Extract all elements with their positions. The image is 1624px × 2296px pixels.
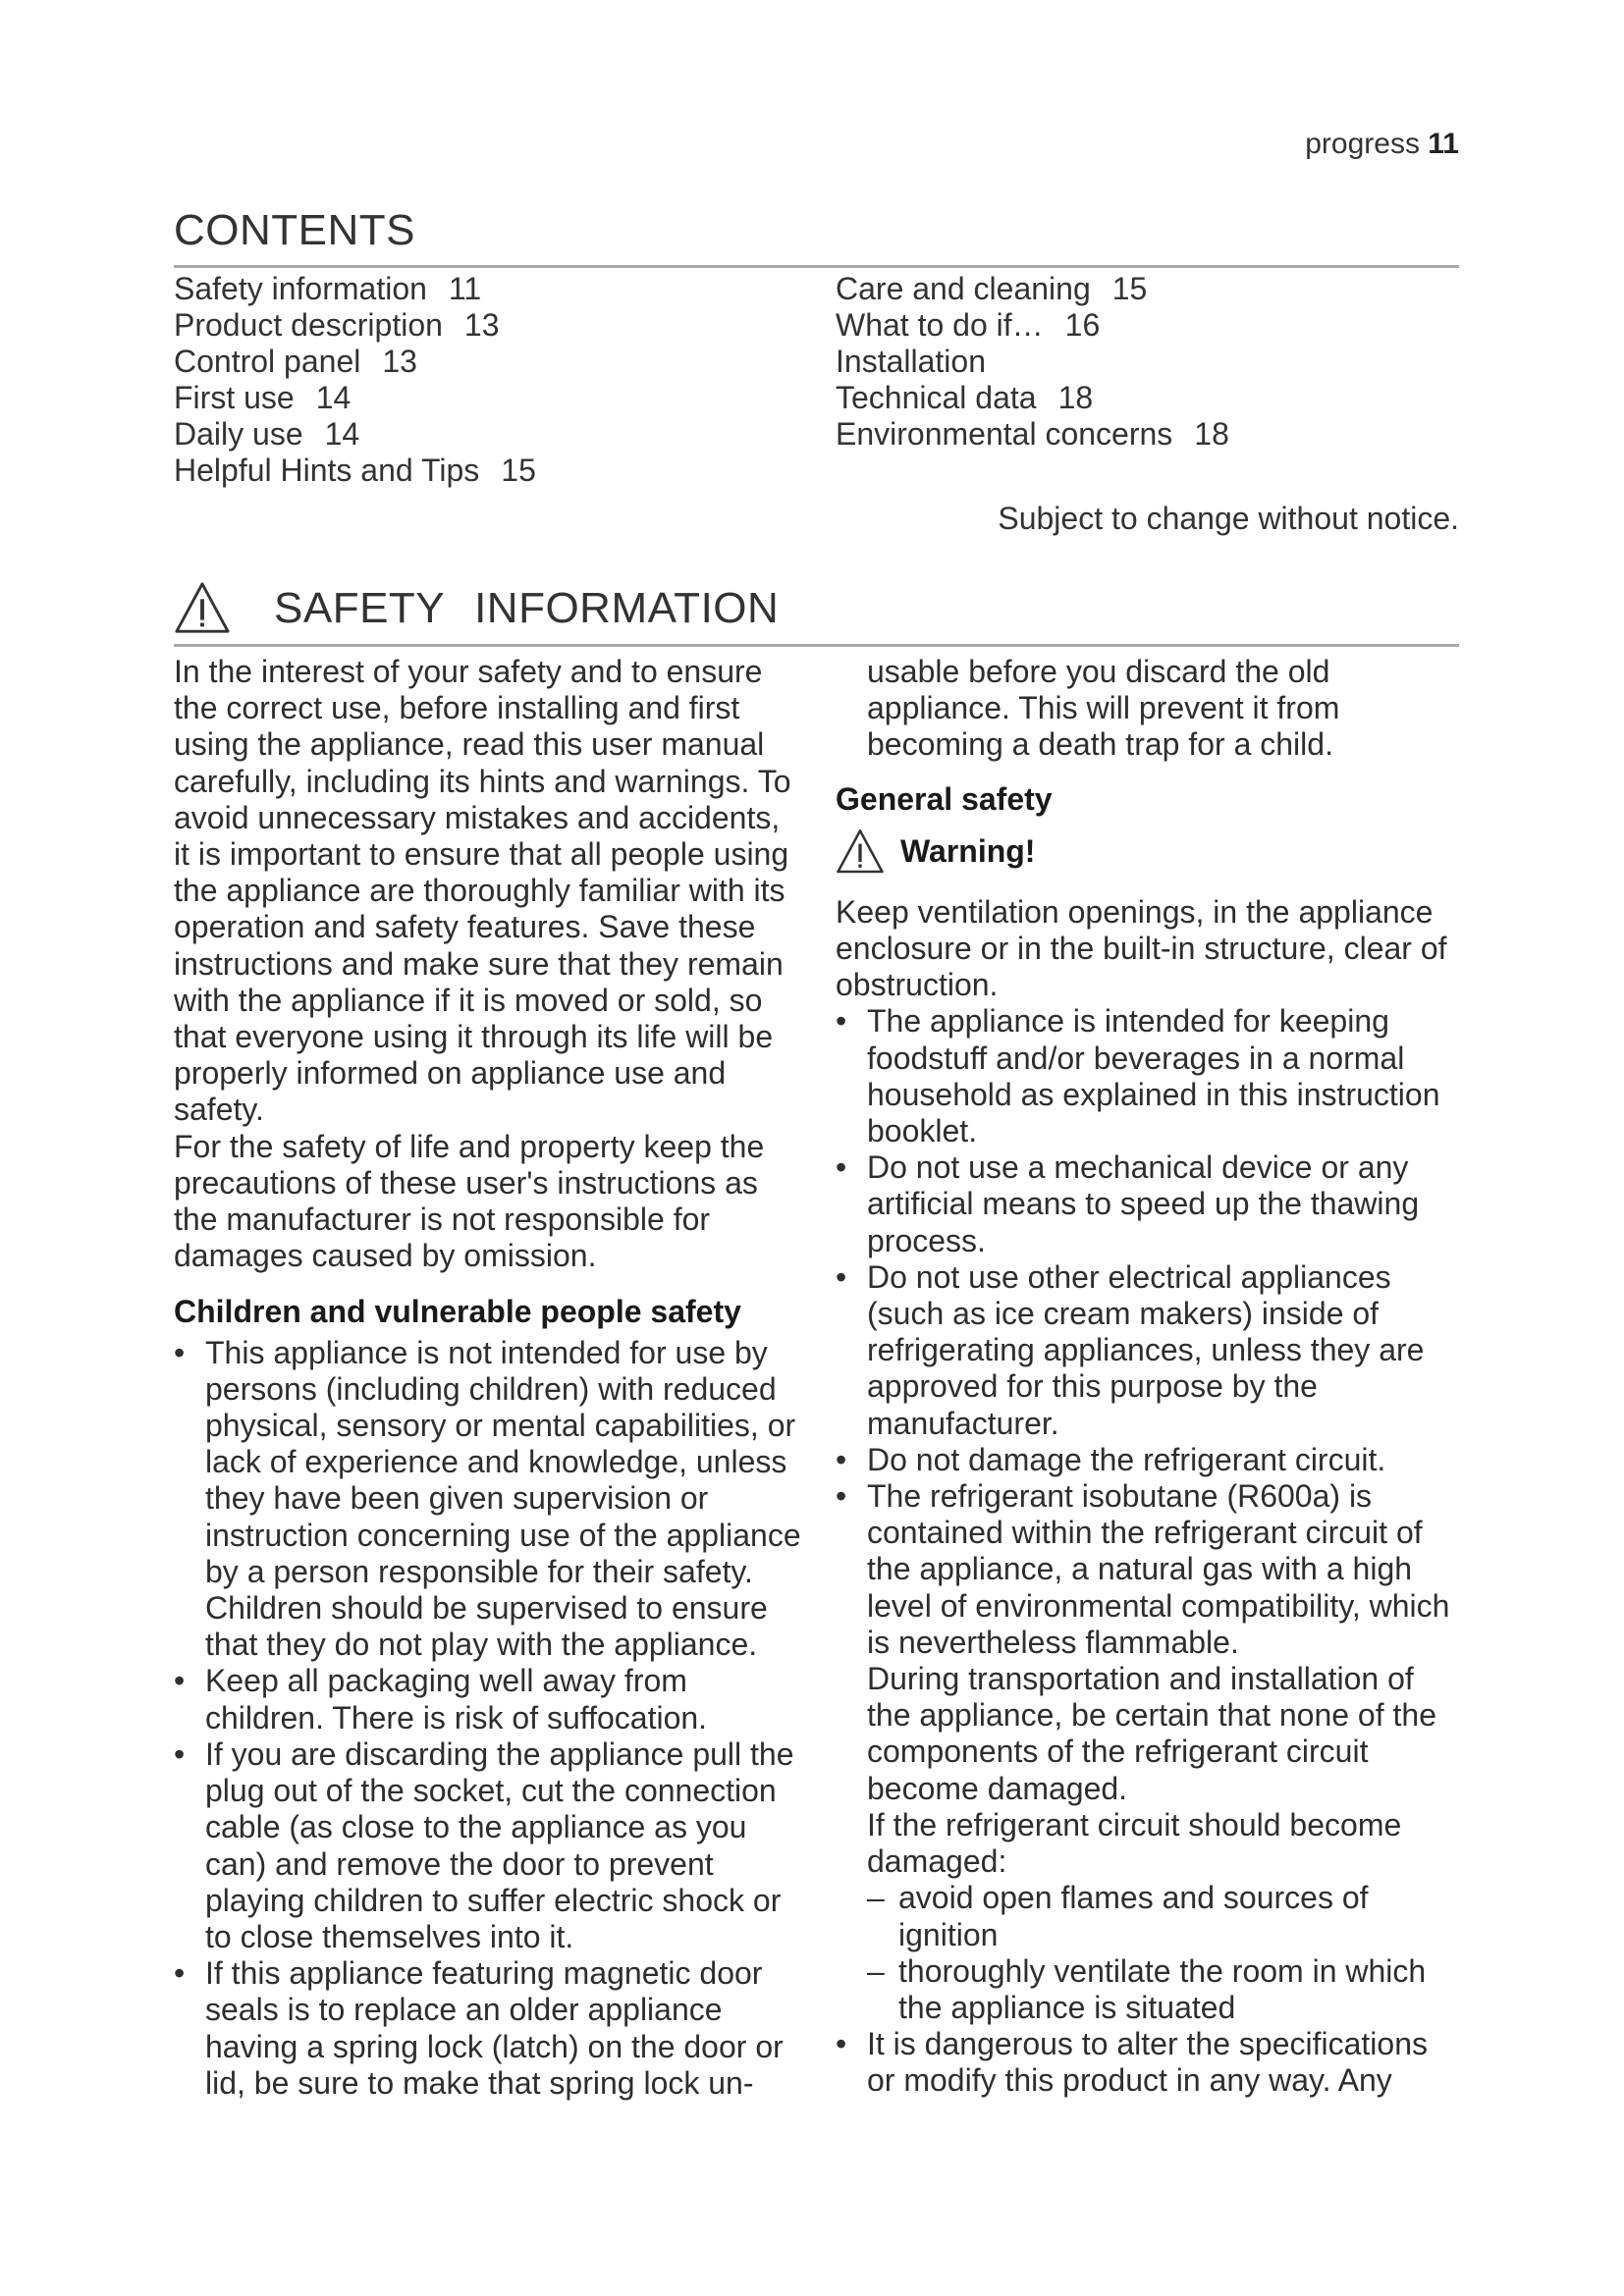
toc-entry: Environmental concerns 18 xyxy=(836,416,1229,452)
list-item-continuation: During transportation and installation of the appliance, be certain that none of the components of the refrigerant circuit become damaged. xyxy=(867,1661,1436,1806)
dash-item: – thoroughly ventilate the room in which the appliance is situated xyxy=(836,1953,1464,2026)
change-notice: Subject to change without notice. xyxy=(998,501,1459,536)
toc-entry: Control panel 13 xyxy=(174,344,417,379)
brand-label: progress xyxy=(1305,128,1420,160)
safety-heading xyxy=(174,574,779,643)
safety-divider xyxy=(174,644,1459,647)
list-item: • If you are discarding the appliance pull the plug out of the socket, cut the connection cable (as close to the appliance as you can) and remove the door to prevent playing children to suffer electric shock or to close themselves into it. xyxy=(174,1736,802,1955)
general-safety-heading: General safety xyxy=(836,780,1053,817)
toc-entry: Helpful Hints and Tips 15 xyxy=(174,453,536,488)
dash-item: – avoid open flames and sources of ignition xyxy=(836,1880,1464,1952)
left-text-column xyxy=(174,654,802,2102)
children-safety-heading: Children and vulnerable people safety xyxy=(174,1294,741,1330)
list-item-continuation: If the refrigerant circuit should become damaged: xyxy=(867,1806,1402,1880)
toc-right-column xyxy=(836,271,1229,453)
warning-triangle-icon xyxy=(836,828,885,877)
toc-entry: First use 14 xyxy=(174,380,352,415)
right-text-column xyxy=(836,654,1464,2100)
toc-entry: Product description 13 xyxy=(174,307,500,343)
list-item: • Keep all packaging well away from children. There is risk of suffocation. xyxy=(174,1663,802,1735)
warning-label: Warning! xyxy=(900,833,1036,870)
toc-entry: Technical data 18 xyxy=(836,380,1094,415)
toc-entry: Installation xyxy=(836,344,986,379)
list-item: • Do not damage the refrigerant circuit. xyxy=(836,1442,1464,1478)
list-item: • If this appliance featuring magnetic door seals is to replace an older appliance having a spring lock (latch) on the door or lid, be sure to make that spring lock un- xyxy=(174,1955,802,2102)
list-item: • Do not use a mechanical device or any artificial means to speed up the thawing process. xyxy=(836,1149,1464,1259)
list-item: • Do not use other electrical appliances (such as ice cream makers) inside of refrigerating appliances, unless they are approved for this purpose by the manufacturer. xyxy=(836,1259,1464,1442)
contents-title: CONTENTS xyxy=(174,206,415,254)
list-item: • The refrigerant isobutane (R600a) is contained within the refrigerant circuit of the appliance, a natural gas with a high level of environmental compatibility, which is nevertheless flammable. xyxy=(836,1478,1464,1661)
list-item: • The appliance is intended for keeping foodstuff and/or beverages in a normal household as explained in this instruction booklet. xyxy=(836,1003,1464,1149)
list-item: • This appliance is not intended for use by persons (including children) with reduced physical, sensory or mental capabilities, or lack of experience and knowledge, unless they have been given supervision or instruction concerning use of the appliance by a person responsible for their safety. xyxy=(174,1335,802,1590)
warning-triangle-icon xyxy=(174,580,231,637)
toc-entry: Daily use 14 xyxy=(174,416,360,452)
page-number: 11 xyxy=(1428,128,1459,160)
intro-paragraph: In the interest of your safety and to ensure the correct use, before installing and first using the appliance, read this user manual carefully, including its hints and warnings. To avoid unnecessary mistakes and accidents, it is important to ensure that all people using the appliance are thoroughly familiar with its operation and safety features. Save these instructions and make sure that they remain with the appliance if it is moved or sold, so that everyone using it through its life will be properly informed on appliance use and safety. xyxy=(174,654,791,1128)
toc-entry: What to do if… 16 xyxy=(836,307,1101,343)
page-header xyxy=(1305,128,1459,161)
warning-row xyxy=(836,828,1464,877)
contents-divider xyxy=(174,265,1459,268)
list-item-continuation: Children should be supervised to ensure that they do not play with the appliance. xyxy=(205,1590,768,1663)
toc-entry: Care and cleaning 15 xyxy=(836,271,1148,306)
toc-left-column xyxy=(174,271,536,489)
intro-paragraph: For the safety of life and property keep the precautions of these user's instructions as the manufacturer is not responsible for damages caused by omission. xyxy=(174,1128,765,1274)
list-item-continuation: usable before you discard the old appliance. This will prevent it from becoming a death trap for a child. xyxy=(867,654,1340,763)
safety-title: SAFETY INFORMATION xyxy=(274,584,780,632)
list-item: • It is dangerous to alter the specifications or modify this product in any way. Any xyxy=(836,2026,1464,2099)
toc-entry: Safety information 11 xyxy=(174,271,482,306)
general-intro: Keep ventilation openings, in the appliance enclosure or in the built-in structure, clear of obstruction. xyxy=(836,893,1447,1003)
